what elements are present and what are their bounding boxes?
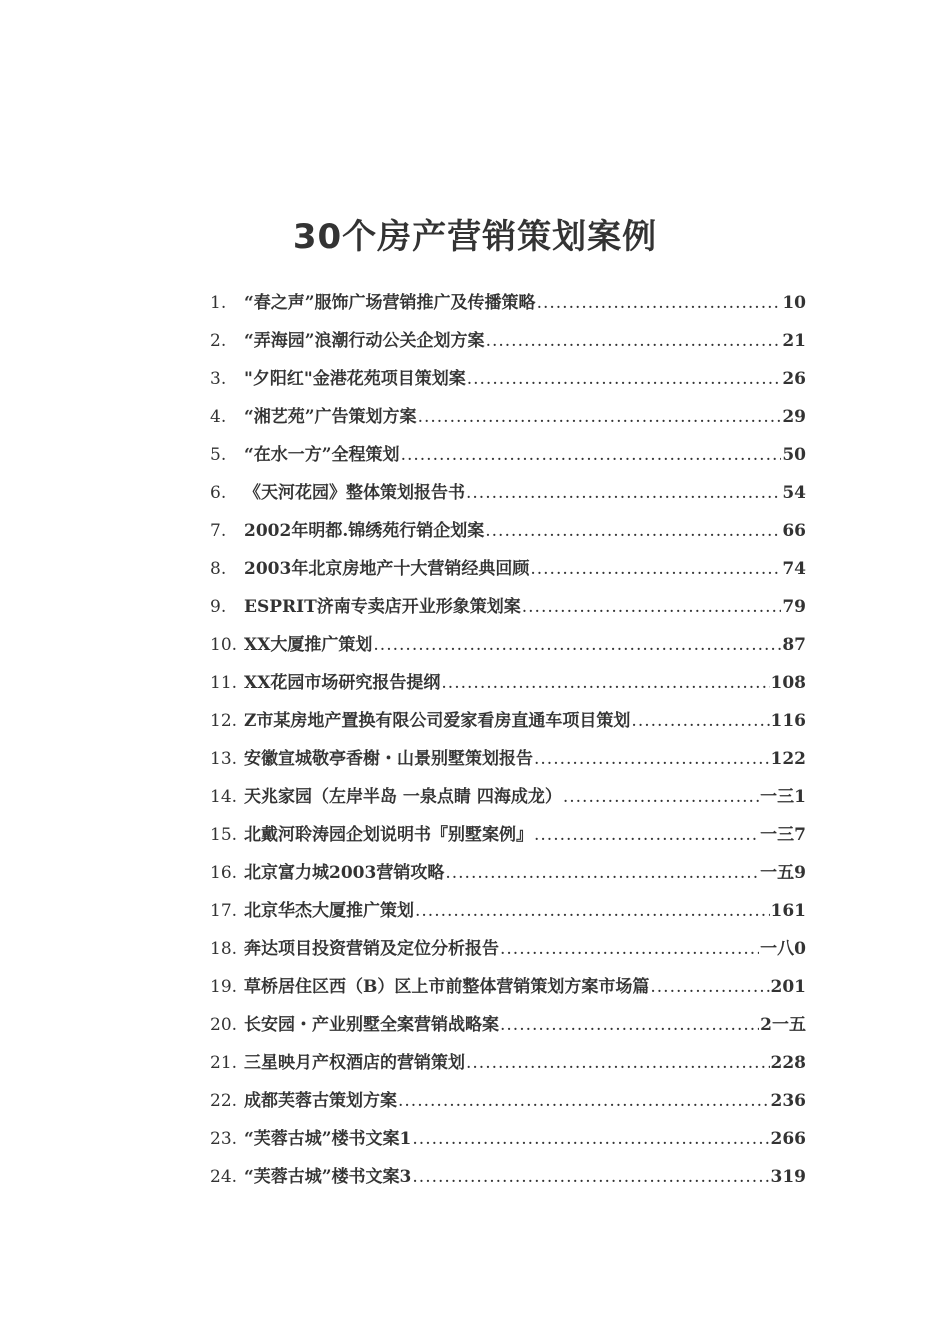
- toc-entry-number: 7.: [210, 521, 227, 541]
- toc-entry-number: 17.: [210, 901, 238, 921]
- toc-entry-title: 北戴河聆涛园企划说明书『别墅案例』: [244, 825, 533, 845]
- toc-dot-leader: [412, 1167, 769, 1187]
- toc-entry[interactable]: [210, 516, 806, 554]
- toc-entry-number: 10.: [210, 635, 238, 655]
- toc-entry-title: "夕阳红"金港花苑项目策划案: [244, 369, 466, 389]
- toc-entry-title: 安徽宣城敬亭香榭・山景别墅策划报告: [244, 749, 533, 769]
- toc-dot-leader: [530, 559, 781, 579]
- toc-dot-leader: [466, 1053, 770, 1073]
- toc-entry-title: XX大厦推广策划: [244, 635, 373, 655]
- toc-entry-title: 《天河花园》整体策划报告书: [244, 483, 465, 503]
- toc-entry[interactable]: [210, 706, 806, 744]
- toc-entry[interactable]: [210, 972, 806, 1010]
- toc-entry[interactable]: [210, 440, 806, 478]
- toc-dot-leader: [537, 293, 782, 313]
- toc-entry-page-number: 一八0: [760, 939, 806, 959]
- toc-entry-page-number: 29: [782, 407, 806, 427]
- toc-entry-number: 13.: [210, 749, 238, 769]
- toc-dot-leader: [500, 1015, 759, 1035]
- toc-entry[interactable]: [210, 402, 806, 440]
- toc-entry-page-number: 79: [782, 597, 806, 617]
- toc-entry-title: ESPRIT济南专卖店开业形象策划案: [244, 597, 521, 617]
- toc-entry-title: XX花园市场研究报告提纲: [244, 673, 441, 693]
- toc-dot-leader: [563, 787, 759, 807]
- toc-dot-leader: [485, 521, 781, 541]
- toc-dot-leader: [500, 939, 759, 959]
- toc-entry[interactable]: [210, 896, 806, 934]
- toc-entry-title: “在水一方”全程策划: [244, 445, 400, 465]
- toc-entry-page-number: 201: [770, 977, 806, 997]
- toc-entry-page-number: 319: [770, 1167, 806, 1187]
- toc-entry[interactable]: [210, 478, 806, 516]
- toc-entry-title: “春之声”服饰广场营销推广及传播策略: [244, 293, 536, 313]
- toc-dot-leader: [631, 711, 769, 731]
- toc-entry-title: 2002年明都.锦绣苑行销企划案: [244, 521, 485, 541]
- toc-entry-page-number: 266: [770, 1129, 806, 1149]
- toc-entry-page-number: 一三7: [760, 825, 806, 845]
- toc-entry[interactable]: [210, 630, 806, 668]
- toc-dot-leader: [373, 635, 781, 655]
- toc-entry-page-number: 122: [770, 749, 806, 769]
- toc-entry-number: 14.: [210, 787, 238, 807]
- toc-entry-title: “湘艺苑”广告策划方案: [244, 407, 417, 427]
- toc-entry-title: “芙蓉古城”楼书文案3: [244, 1167, 412, 1187]
- toc-entry[interactable]: [210, 592, 806, 630]
- toc-entry-title: “弄海园”浪潮行动公关企划方案: [244, 331, 485, 351]
- toc-entry-page-number: 116: [770, 711, 806, 731]
- toc-entry-page-number: 161: [770, 901, 806, 921]
- toc-entry[interactable]: [210, 668, 806, 706]
- toc-dot-leader: [466, 483, 781, 503]
- toc-entry-title: 2003年北京房地产十大营销经典回顾: [244, 559, 530, 579]
- toc-entry-title: Z市某房地产置换有限公司爱家看房直通车项目策划: [244, 711, 631, 731]
- toc-entry-number: 21.: [210, 1053, 238, 1073]
- toc-entry-title: “芙蓉古城”楼书文案1: [244, 1129, 412, 1149]
- toc-dot-leader: [441, 673, 769, 693]
- toc-entry-page-number: 108: [770, 673, 806, 693]
- toc-dot-leader: [445, 863, 759, 883]
- toc-entry-number: 3.: [210, 369, 227, 389]
- toc-entry-number: 1.: [210, 293, 227, 313]
- toc-dot-leader: [467, 369, 782, 389]
- toc-entry-number: 15.: [210, 825, 238, 845]
- toc-dot-leader: [486, 331, 782, 351]
- toc-entry[interactable]: [210, 934, 806, 972]
- toc-dot-leader: [412, 1129, 769, 1149]
- toc-entry-number: 5.: [210, 445, 227, 465]
- toc-entry-number: 22.: [210, 1091, 238, 1111]
- toc-entry-title: 草桥居住区西（B）区上市前整体营销策划方案市场篇: [244, 977, 650, 997]
- toc-entry[interactable]: [210, 1162, 806, 1200]
- toc-dot-leader: [401, 445, 782, 465]
- toc-entry-number: 2.: [210, 331, 227, 351]
- toc-entry[interactable]: [210, 1010, 806, 1048]
- toc-entry-page-number: 236: [770, 1091, 806, 1111]
- toc-dot-leader: [534, 749, 770, 769]
- toc-entry-page-number: 一三1: [760, 787, 806, 807]
- toc-entry-page-number: 50: [782, 445, 806, 465]
- toc-entry-number: 18.: [210, 939, 238, 959]
- toc-entry-title: 北京富力城2003营销攻略: [244, 863, 445, 883]
- toc-entry-page-number: 87: [782, 635, 806, 655]
- toc-entry[interactable]: [210, 782, 806, 820]
- toc-entry-title: 奔达项目投资营销及定位分析报告: [244, 939, 499, 959]
- toc-entry-number: 9.: [210, 597, 227, 617]
- toc-entry-number: 8.: [210, 559, 227, 579]
- toc-dot-leader: [534, 825, 759, 845]
- toc-entry[interactable]: [210, 1086, 806, 1124]
- toc-entry-number: 11.: [210, 673, 238, 693]
- page-title: 30个房产营销策划案例: [292, 216, 658, 257]
- toc-entry[interactable]: [210, 858, 806, 896]
- toc-entry-title: 三星映月产权酒店的营销策划: [244, 1053, 465, 1073]
- toc-dot-leader: [522, 597, 782, 617]
- toc-dot-leader: [415, 901, 770, 921]
- toc-entry-number: 19.: [210, 977, 238, 997]
- toc-entry-page-number: 228: [770, 1053, 806, 1073]
- toc-entry-page-number: 21: [782, 331, 806, 351]
- toc-dot-leader: [650, 977, 769, 997]
- toc-entry-number: 20.: [210, 1015, 238, 1035]
- toc-entry-page-number: 26: [782, 369, 806, 389]
- toc-entry[interactable]: [210, 364, 806, 402]
- toc-entry-page-number: 66: [782, 521, 806, 541]
- toc-entry-number: 23.: [210, 1129, 238, 1149]
- toc-entry-title: 北京华杰大厦推广策划: [244, 901, 414, 921]
- table-of-contents: [210, 288, 806, 1200]
- toc-entry-number: 12.: [210, 711, 238, 731]
- toc-dot-leader: [418, 407, 782, 427]
- toc-entry[interactable]: [210, 1124, 806, 1162]
- toc-entry-number: 6.: [210, 483, 227, 503]
- toc-entry[interactable]: [210, 288, 806, 326]
- toc-entry-number: 24.: [210, 1167, 238, 1187]
- toc-entry-title: 天兆家园（左岸半岛 一泉点睛 四海成龙）: [244, 787, 562, 807]
- toc-entry-page-number: 54: [782, 483, 806, 503]
- toc-dot-leader: [398, 1091, 770, 1111]
- toc-entry[interactable]: [210, 744, 806, 782]
- toc-entry-page-number: 10: [782, 293, 806, 313]
- toc-entry-title: 长安园・产业别墅全案营销战略案: [244, 1015, 499, 1035]
- toc-entry[interactable]: [210, 554, 806, 592]
- toc-entry-title: 成都芙蓉古策划方案: [244, 1091, 397, 1111]
- toc-entry-page-number: 2一五: [760, 1015, 806, 1035]
- toc-entry-number: 4.: [210, 407, 227, 427]
- toc-entry-page-number: 74: [782, 559, 806, 579]
- toc-entry[interactable]: [210, 820, 806, 858]
- toc-entry-number: 16.: [210, 863, 238, 883]
- toc-entry[interactable]: [210, 1048, 806, 1086]
- toc-entry[interactable]: [210, 326, 806, 364]
- toc-entry-page-number: 一五9: [760, 863, 806, 883]
